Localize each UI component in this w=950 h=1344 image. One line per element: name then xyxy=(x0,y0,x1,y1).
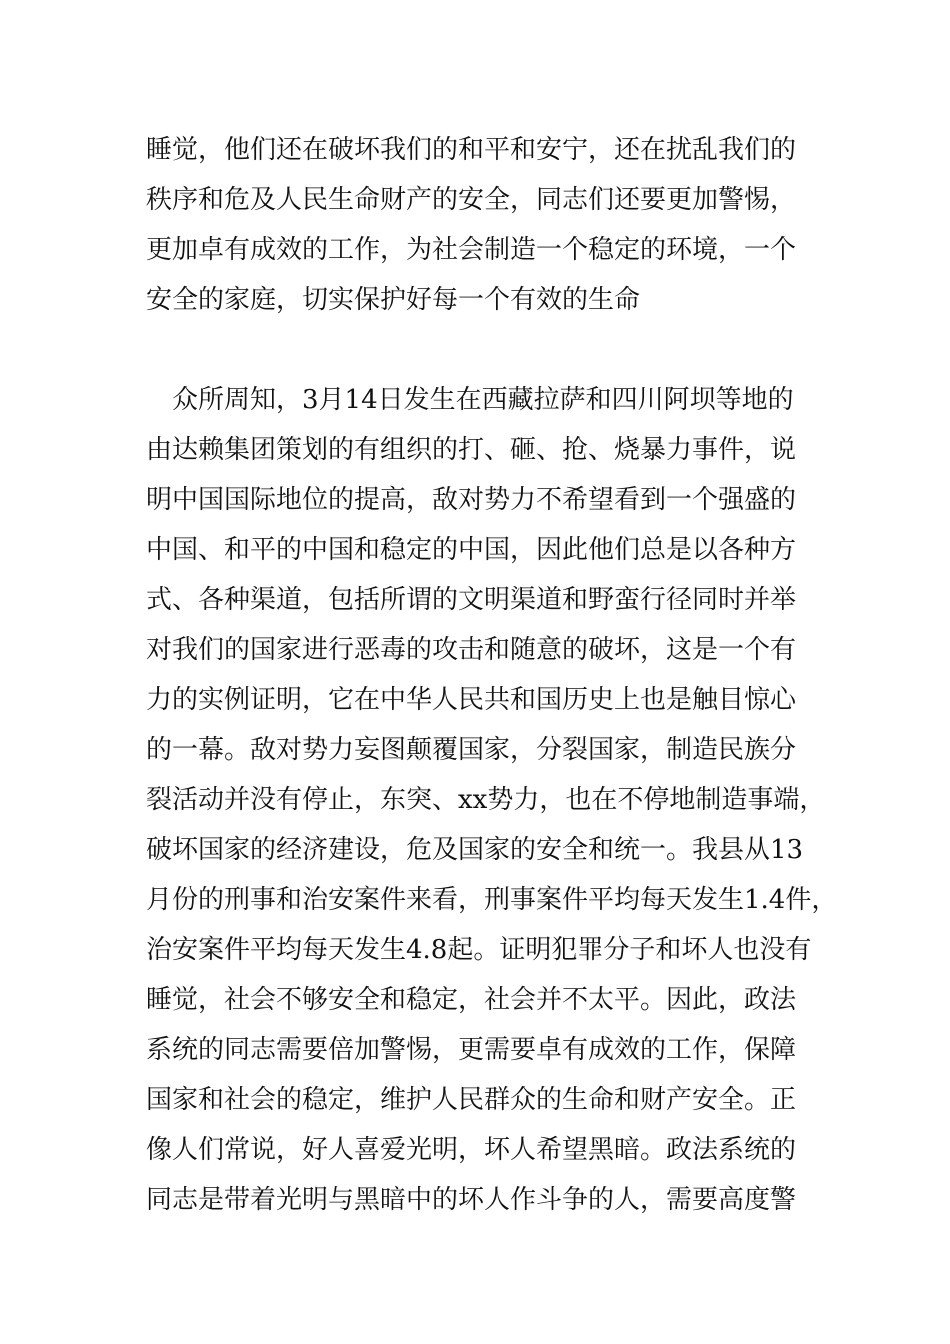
text-line: 秩序和危及人民生命财产的安全，同志们还要更加警惕， xyxy=(146,185,797,215)
text-line: 国家和社会的稳定，维护人民群众的生命和财产安全。正 xyxy=(146,1085,797,1115)
text-line: 由达赖集团策划的有组织的打、砸、抢、烧暴力事件，说 xyxy=(146,435,797,465)
text-line: 更加卓有成效的工作，为社会制造一个稳定的环境，一个 xyxy=(146,235,797,265)
paragraph-2 xyxy=(146,375,838,1225)
text-line: 安全的家庭，切实保护好每一个有效的生命 xyxy=(146,285,641,315)
text-line: 治安案件平均每天发生4.8起。证明犯罪分子和坏人也没有 xyxy=(146,935,812,965)
text-line: 式、各种渠道，包括所谓的文明渠道和野蛮行径同时并举 xyxy=(146,585,797,615)
text-line: 对我们的国家进行恶毒的攻击和随意的破坏，这是一个有 xyxy=(146,635,797,665)
text-line: 睡觉，社会不够安全和稳定，社会并不太平。因此，政法 xyxy=(146,985,797,1015)
text-line: 力的实例证明，它在中华人民共和国历史上也是触目惊心 xyxy=(146,685,797,715)
text-line: 明中国国际地位的提高，敌对势力不希望看到一个强盛的 xyxy=(146,485,797,515)
text-line: 像人们常说，好人喜爱光明，坏人希望黑暗。政法系统的 xyxy=(146,1135,797,1165)
text-line: 睡觉，他们还在破坏我们的和平和安宁，还在扰乱我们的 xyxy=(146,135,797,165)
text-line: 裂活动并没有停止，东突、xx势力，也在不停地制造事端， xyxy=(146,785,826,815)
text-line: 众所周知，3月14日发生在西藏拉萨和四川阿坝等地的 xyxy=(146,385,794,415)
text-line: 月份的刑事和治安案件来看，刑事案件平均每天发生1.4件， xyxy=(146,885,838,915)
text-line: 系统的同志需要倍加警惕，更需要卓有成效的工作，保障 xyxy=(146,1035,797,1065)
text-line: 同志是带着光明与黑暗中的坏人作斗争的人，需要高度警 xyxy=(146,1185,797,1215)
text-line: 中国、和平的中国和稳定的中国，因此他们总是以各种方 xyxy=(146,535,797,565)
paragraph-1 xyxy=(146,125,816,325)
text-line: 破坏国家的经济建设，危及国家的安全和统一。我县从13 xyxy=(146,835,804,865)
text-line: 的一幕。敌对势力妄图颠覆国家，分裂国家，制造民族分 xyxy=(146,735,797,765)
